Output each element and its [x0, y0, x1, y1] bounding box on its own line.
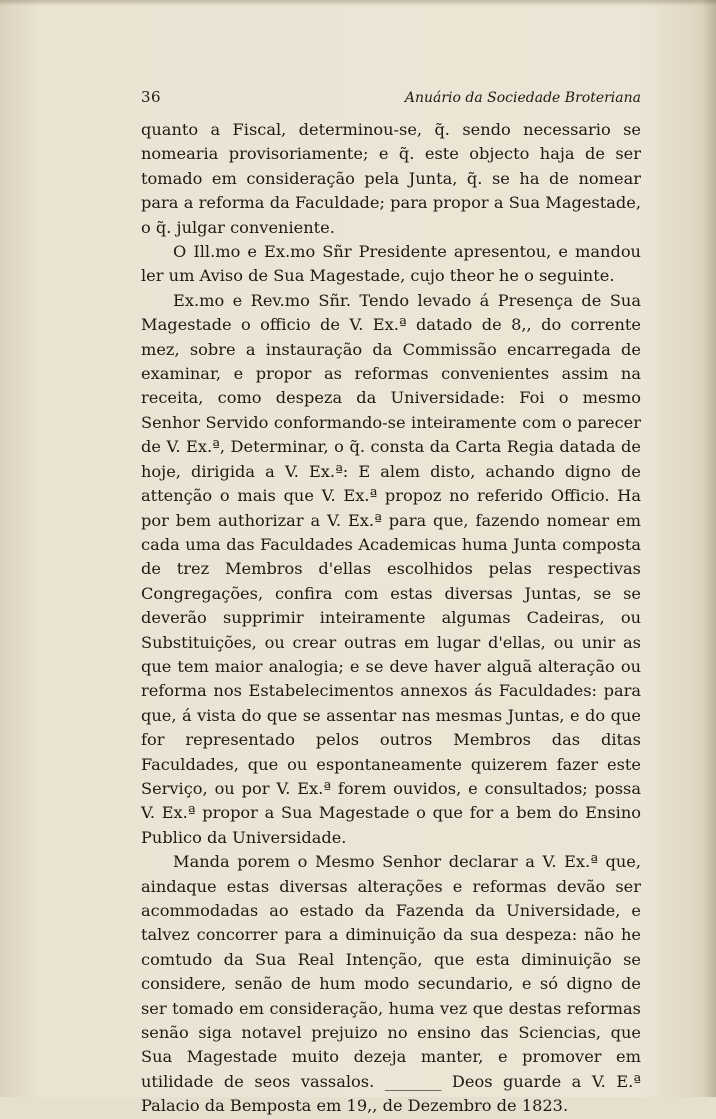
paragraph-2: O Ill.mo e Ex.mo Sñr Presidente apresentou, e mandou ler um Aviso de Sua Magestade, cujo theor he o seguinte.	[141, 242, 641, 286]
running-title: Anuário da Sociedade Broteriana	[404, 90, 641, 106]
page-header	[141, 88, 641, 112]
body-text	[141, 118, 641, 1119]
paragraph-4: Manda porem o Mesmo Senhor declarar a V. Ex.ª que, aindaque estas diversas alterações e reformas devão ser acommodadas ao estado da Fazenda da Universidade, e talvez concorrer para a diminuição da sua despeza: não he comtudo da Sua Real Intenção, que esta diminuição se considere, senão de hum modo secundario, e só digno de ser tomado em consideração, huma vez que destas reformas senão siga notavel prejuizo no ensino das Sciencias, que Sua Magestade muito dezeja manter, e promover em utilidade de seos vassalos. _______ Deos guarde a V. E.ª Palacio da Bemposta em 19,, de Dezembro de 1823.	[141, 852, 641, 1116]
page-number: 36	[141, 88, 162, 106]
page-top-shadow	[0, 0, 716, 6]
paragraph-3: Ex.mo e Rev.mo Sñr. Tendo levado á Presença de Sua Magestade o officio de V. Ex.ª datado de 8,, do corrente mez, sobre a instauração da Commissão encarregada de examinar, e propor as reformas convenientes assim na receita, como despeza da Universidade: Foi o mesmo Senhor Servido conformando-se inteiramente com o parecer de V. Ex.ª, Determinar, o q̃. consta da Carta Regia datada de hoje, dirigida a V. Ex.ª: E alem disto, achando digno de attenção o mais que V. Ex.ª propoz no referido Officio. Ha por bem authorizar a V. Ex.ª para que, fazendo nomear em cada uma das Faculdades Academicas huma Junta composta de trez Membros d'ellas escolhidos pelas respectivas Congregações, confira com estas diversas Juntas, se se deverão supprimir inteiramente algumas Cadeiras, ou Substituições, ou crear outras em lugar d'ellas, ou unir as que tem maior analogia; e se deve haver alguã alteração ou reforma nos Estabelecimentos annexos ás Faculdades: para que, á vista do que se assentar nas mesmas Juntas, e do que for representado pelos outros Membros das ditas Faculdades, que ou espontaneamente quizerem fazer este Serviço, ou por V. Ex.ª forem ouvidos, e consultados; possa V. Ex.ª propor a Sua Magestade o que for a bem do Ensino Publico da Universidade.	[141, 290, 641, 847]
page-gutter-shadow	[702, 0, 716, 1097]
paragraph-1: quanto a Fiscal, determinou-se, q̃. sendo necessario se nomearia provisoriamente; e q̃. este objecto haja de ser tomado em consideração pela Junta, q̃. se ha de nomear para a reforma da Faculdade; para propor a Sua Magestade, o q̃. julgar conveniente.	[141, 120, 641, 237]
